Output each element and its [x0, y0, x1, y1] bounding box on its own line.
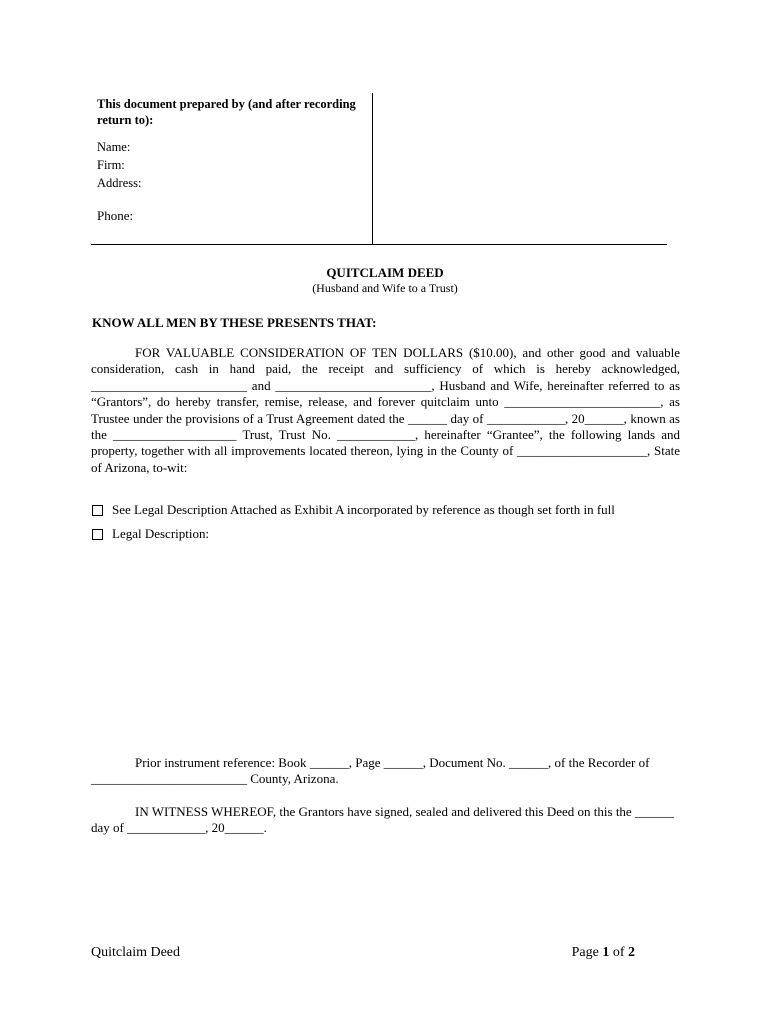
- consideration-text: FOR VALUABLE CONSIDERATION OF TEN DOLLARS ($10.00), and other good and valuable consideration, cash in hand paid, the receipt and sufficiency of which is hereby acknowledged, ________________________ and ________________________, Husband and Wife, hereinafter referred to as “Grantors”, do hereby transfer, remise, release, and forever quitclaim unto ________________________, as Trustee under the provisions of a Trust Agreement dated the ______ day of ____________, 20______, known as the ___________________ Trust, Trust No. ____________, hereinafter “Grantee”, the following lands and property, together with all improvements located thereon, lying in the County of ____________________, State of Arizona, to-wit:: [91, 345, 680, 475]
- name-label: Name:: [97, 140, 131, 154]
- prepared-by-title: This document prepared by (and after recording return to):: [97, 97, 356, 127]
- phone-label: Phone:: [97, 208, 134, 223]
- know-all-heading: KNOW ALL MEN BY THESE PRESENTS THAT:: [92, 315, 377, 330]
- legal-description-checkbox[interactable]: [92, 529, 103, 540]
- page-number: [572, 945, 635, 961]
- page-prefix: Page: [571, 945, 599, 960]
- address-label: Address:: [97, 176, 142, 190]
- prior-reference-text: Prior instrument reference: Book ______, Page ______, Document No. ______, of the Recorder of ________________________ County, Arizona.: [91, 755, 650, 787]
- witness-paragraph: [91, 804, 680, 837]
- footer-title: Quitclaim Deed: [91, 945, 181, 960]
- deed-title: QUITCLAIM DEED: [326, 265, 444, 280]
- exhibit-label: See Legal Description Attached as Exhibit A incorporated by reference as though set forth in full: [112, 502, 615, 517]
- recording-box-baseline: [91, 244, 667, 245]
- legal-description-label: Legal Description:: [112, 526, 210, 541]
- page-total: 2: [628, 945, 635, 960]
- deed-subtitle: (Husband and Wife to a Trust): [312, 281, 458, 295]
- consideration-paragraph: [91, 345, 680, 476]
- exhibit-option[interactable]: [92, 502, 615, 518]
- exhibit-checkbox[interactable]: [92, 505, 103, 516]
- legal-description-option[interactable]: [92, 526, 209, 542]
- page-of: of: [612, 945, 625, 960]
- recording-box-divider: [372, 93, 373, 244]
- page-current: 1: [602, 945, 610, 960]
- prepared-by-block: [97, 96, 367, 224]
- witness-text: IN WITNESS WHEREOF, the Grantors have signed, sealed and delivered this Deed on this the ______ day of ____________, 20______.: [91, 804, 674, 836]
- firm-label: Firm:: [97, 158, 125, 172]
- prior-reference-paragraph: [91, 755, 680, 788]
